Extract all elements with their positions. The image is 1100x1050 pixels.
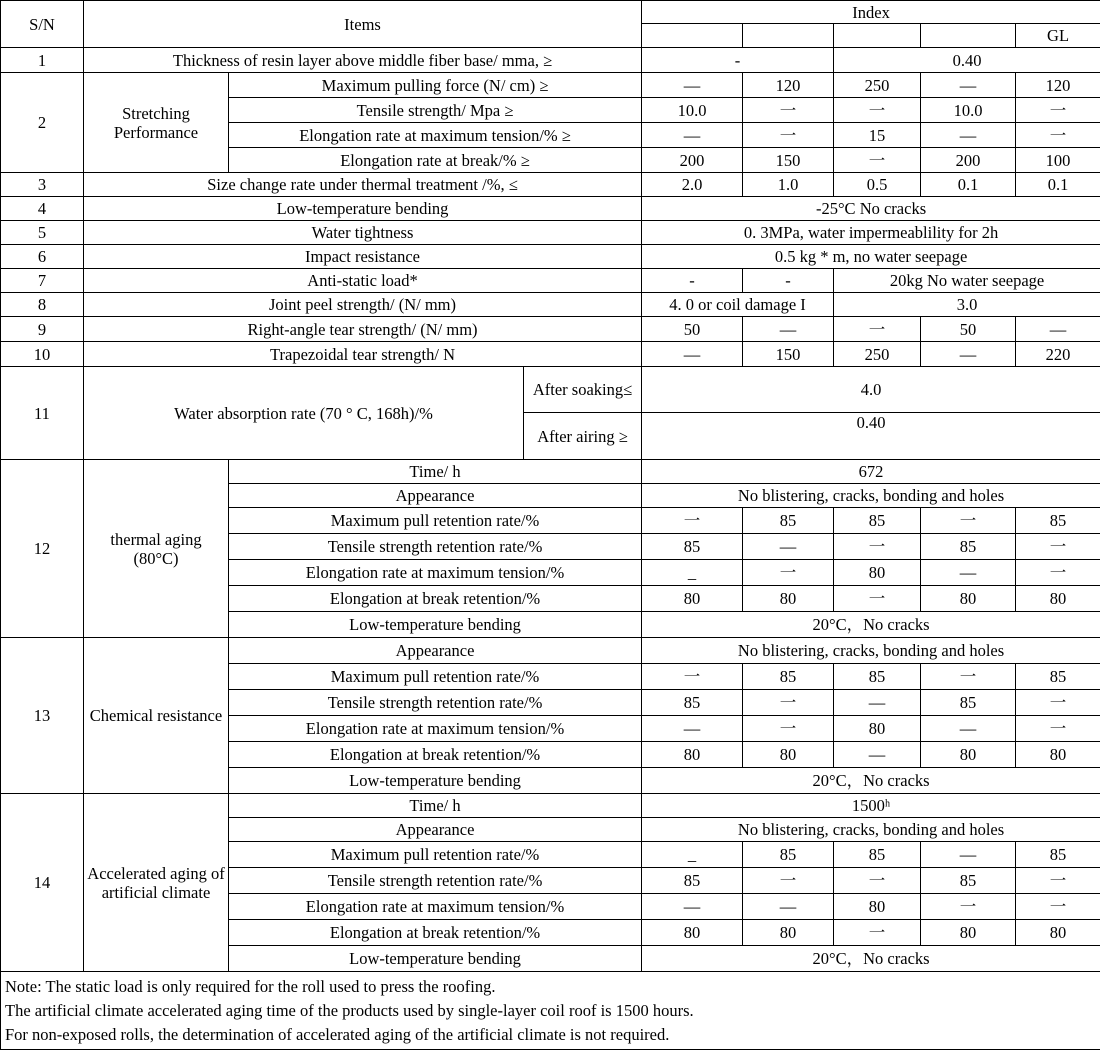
value-cell: 100: [1016, 148, 1100, 173]
value-cell: —: [834, 742, 921, 768]
value-cell: 一: [921, 508, 1016, 534]
header-index-col-3: [834, 24, 921, 48]
value-cell: 85: [642, 868, 743, 894]
value-cell: 一: [834, 586, 921, 612]
value-cell: —: [921, 123, 1016, 148]
sn-3: 3: [1, 173, 84, 197]
value-cell: 一: [921, 894, 1016, 920]
value-cell: 80: [1016, 586, 1100, 612]
value-cell: -: [642, 48, 834, 73]
value-cell: 0. 3MPa, water impermeablility for 2h: [642, 221, 1100, 245]
value-cell: 20°C，No cracks: [642, 612, 1100, 638]
value-cell: No blistering, cracks, bonding and holes: [642, 638, 1100, 664]
value-cell: 80: [921, 742, 1016, 768]
value-cell: 80: [642, 920, 743, 946]
item-label: Elongation rate at break/% ≥: [229, 148, 642, 173]
value-cell: 80: [921, 920, 1016, 946]
value-cell: 2.0: [642, 173, 743, 197]
value-cell: _: [642, 842, 743, 868]
sn-8: 8: [1, 293, 84, 317]
value-cell: 一: [1016, 716, 1100, 742]
value-cell: 80: [743, 742, 834, 768]
item-label: Elongation rate at maximum tension/%: [229, 560, 642, 586]
value-cell: 220: [1016, 342, 1100, 367]
value-cell: _: [642, 560, 743, 586]
value-cell: 85: [642, 534, 743, 560]
value-cell: —: [642, 73, 743, 98]
item-label: Elongation at break retention/%: [229, 586, 642, 612]
item-label: Impact resistance: [84, 245, 642, 269]
value-cell: 0.1: [921, 173, 1016, 197]
value-cell: 80: [743, 586, 834, 612]
item-label: Thickness of resin layer above middle fiber base/ mma, ≥: [84, 48, 642, 73]
value-cell: 85: [743, 664, 834, 690]
value-cell: 80: [642, 742, 743, 768]
item-label: Water tightness: [84, 221, 642, 245]
header-gl: GL: [1016, 24, 1100, 48]
value-cell: 1.0: [743, 173, 834, 197]
value-cell: 一: [642, 508, 743, 534]
header-index-col-4: [921, 24, 1016, 48]
value-cell: 85: [1016, 664, 1100, 690]
value-cell: 一: [1016, 123, 1100, 148]
value-cell: 10.0: [921, 98, 1016, 123]
value-cell: 一: [1016, 560, 1100, 586]
value-cell: -: [642, 269, 743, 293]
item-label: Time/ h: [229, 460, 642, 484]
value-cell: 一: [1016, 868, 1100, 894]
sn-14: 14: [1, 794, 84, 972]
value-cell: 85: [1016, 842, 1100, 868]
value-cell: 672: [642, 460, 1100, 484]
value-cell: 一: [743, 690, 834, 716]
value-cell: 20°C，No cracks: [642, 768, 1100, 794]
value-cell: 一: [1016, 98, 1100, 123]
value-cell: 20kg No water seepage: [834, 269, 1100, 293]
value-cell: 120: [1016, 73, 1100, 98]
value-cell: —: [921, 842, 1016, 868]
item-label: Tensile strength retention rate/%: [229, 534, 642, 560]
value-cell: No blistering, cracks, bonding and holes: [642, 818, 1100, 842]
value-cell: 4.0: [642, 367, 1100, 413]
value-cell: —: [1016, 317, 1100, 342]
value-cell: No blistering, cracks, bonding and holes: [642, 484, 1100, 508]
header-index-col-1: [642, 24, 743, 48]
item-label: Low-temperature bending: [84, 197, 642, 221]
value-cell: 0.5: [834, 173, 921, 197]
sn-9: 9: [1, 317, 84, 342]
value-cell: 0.5 kg * m, no water seepage: [642, 245, 1100, 269]
item-label: Time/ h: [229, 794, 642, 818]
value-cell: 一: [1016, 894, 1100, 920]
note-line: The artificial climate accelerated aging time of the products used by single-layer coil roof is 1500 hours.: [5, 999, 1096, 1023]
value-cell: 15: [834, 123, 921, 148]
value-cell: —: [921, 716, 1016, 742]
value-cell: 80: [921, 586, 1016, 612]
value-cell: 一: [1016, 690, 1100, 716]
value-cell: 250: [834, 73, 921, 98]
group-label: thermal aging (80°C): [84, 460, 229, 638]
value-cell: 4. 0 or coil damage I: [642, 293, 834, 317]
item-label: Tensile strength retention rate/%: [229, 690, 642, 716]
item-label: Appearance: [229, 638, 642, 664]
value-cell: 一: [743, 560, 834, 586]
value-cell: 200: [921, 148, 1016, 173]
value-cell: 85: [834, 664, 921, 690]
value-cell: 80: [743, 920, 834, 946]
sn-10: 10: [1, 342, 84, 367]
group-label: Chemical resistance: [84, 638, 229, 794]
sn-7: 7: [1, 269, 84, 293]
value-cell: 80: [834, 894, 921, 920]
item-label: Low-temperature bending: [229, 612, 642, 638]
value-cell: 0.40: [642, 413, 1100, 460]
value-cell: 一: [1016, 534, 1100, 560]
value-cell: 一: [834, 868, 921, 894]
item-label: Maximum pulling force (N/ cm) ≥: [229, 73, 642, 98]
item-label: Tensile strength/ Mpa ≥: [229, 98, 642, 123]
item-label: Appearance: [229, 484, 642, 508]
group-label: Stretching Performance: [84, 73, 229, 173]
item-label: Joint peel strength/ (N/ mm): [84, 293, 642, 317]
value-cell: 一: [743, 716, 834, 742]
value-cell: 0.1: [1016, 173, 1100, 197]
value-cell: 85: [921, 534, 1016, 560]
value-cell: -25°C No cracks: [642, 197, 1100, 221]
sn-12: 12: [1, 460, 84, 638]
value-cell: 120: [743, 73, 834, 98]
sub-item-label: After soaking≤: [524, 367, 642, 413]
value-cell: 一: [743, 868, 834, 894]
item-label: Anti-static load*: [84, 269, 642, 293]
item-label: Elongation rate at maximum tension/%: [229, 894, 642, 920]
value-cell: —: [743, 317, 834, 342]
value-cell: 一: [834, 920, 921, 946]
value-cell: 85: [743, 508, 834, 534]
item-label: Trapezoidal tear strength/ N: [84, 342, 642, 367]
value-cell: 一: [743, 98, 834, 123]
value-cell: 250: [834, 342, 921, 367]
sn-6: 6: [1, 245, 84, 269]
value-cell: 1500ʰ: [642, 794, 1100, 818]
value-cell: 85: [834, 842, 921, 868]
value-cell: 80: [834, 560, 921, 586]
value-cell: —: [743, 894, 834, 920]
sn-13: 13: [1, 638, 84, 794]
header-index-col-2: [743, 24, 834, 48]
value-cell: —: [642, 894, 743, 920]
value-cell: 85: [642, 690, 743, 716]
item-label: Right-angle tear strength/ (N/ mm): [84, 317, 642, 342]
value-cell: 150: [743, 342, 834, 367]
value-cell: 一: [834, 534, 921, 560]
sn-5: 5: [1, 221, 84, 245]
item-label: Low-temperature bending: [229, 768, 642, 794]
value-cell: 一: [921, 664, 1016, 690]
value-cell: 150: [743, 148, 834, 173]
value-cell: 一: [834, 317, 921, 342]
value-cell: 80: [1016, 920, 1100, 946]
sn-4: 4: [1, 197, 84, 221]
item-label: Maximum pull retention rate/%: [229, 508, 642, 534]
sn-11: 11: [1, 367, 84, 460]
item-label: Appearance: [229, 818, 642, 842]
header-items: Items: [84, 1, 642, 48]
value-cell: 一: [834, 98, 921, 123]
value-cell: —: [921, 560, 1016, 586]
item-label: Tensile strength retention rate/%: [229, 868, 642, 894]
item-label: Elongation rate at maximum tension/%: [229, 716, 642, 742]
value-cell: 50: [921, 317, 1016, 342]
value-cell: —: [642, 342, 743, 367]
value-cell: 200: [642, 148, 743, 173]
value-cell: 80: [1016, 742, 1100, 768]
value-cell: 一: [642, 664, 743, 690]
value-cell: 50: [642, 317, 743, 342]
item-label: Elongation at break retention/%: [229, 742, 642, 768]
value-cell: 80: [642, 586, 743, 612]
value-cell: —: [834, 690, 921, 716]
value-cell: 85: [1016, 508, 1100, 534]
note-line: For non-exposed rolls, the determination of accelerated aging of the artificial climate is not required.: [5, 1023, 1096, 1047]
header-sn: S/N: [1, 1, 84, 48]
item-label: Low-temperature bending: [229, 946, 642, 972]
value-cell: 一: [834, 148, 921, 173]
note-line: Note: The static load is only required for the roll used to press the roofing.: [5, 975, 1096, 999]
value-cell: 20°C，No cracks: [642, 946, 1100, 972]
value-cell: 85: [921, 690, 1016, 716]
item-label: Elongation rate at maximum tension/% ≥: [229, 123, 642, 148]
sn-1: 1: [1, 48, 84, 73]
value-cell: 0.40: [834, 48, 1100, 73]
value-cell: 3.0: [834, 293, 1100, 317]
value-cell: —: [642, 123, 743, 148]
item-label: Maximum pull retention rate/%: [229, 842, 642, 868]
sn-2: 2: [1, 73, 84, 173]
value-cell: 85: [743, 842, 834, 868]
item-label: Maximum pull retention rate/%: [229, 664, 642, 690]
value-cell: —: [921, 342, 1016, 367]
item-label: Size change rate under thermal treatment /%, ≤: [84, 173, 642, 197]
item-label: Water absorption rate (70 ° C, 168h)/%: [84, 367, 524, 460]
header-index: Index: [642, 1, 1100, 24]
sub-item-label: After airing ≥: [524, 413, 642, 460]
value-cell: 85: [834, 508, 921, 534]
value-cell: -: [743, 269, 834, 293]
value-cell: 85: [921, 868, 1016, 894]
item-label: Elongation at break retention/%: [229, 920, 642, 946]
value-cell: —: [743, 534, 834, 560]
group-label: Accelerated aging of artificial climate: [84, 794, 229, 972]
value-cell: 80: [834, 716, 921, 742]
value-cell: 一: [743, 123, 834, 148]
value-cell: —: [921, 73, 1016, 98]
value-cell: 10.0: [642, 98, 743, 123]
value-cell: —: [642, 716, 743, 742]
notes-cell: [1, 972, 1100, 1050]
